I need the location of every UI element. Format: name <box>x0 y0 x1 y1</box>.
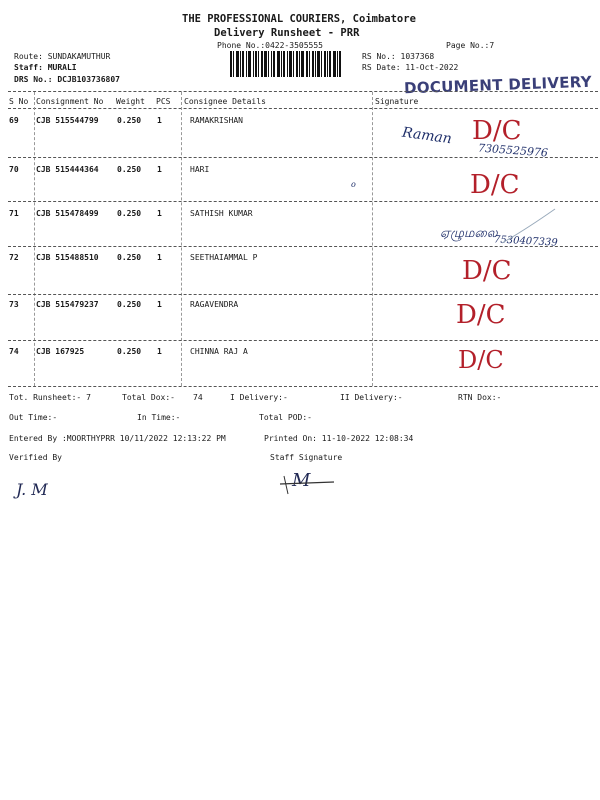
pen-stroke-icon <box>500 205 560 245</box>
rtn-dox-label: RTN Dox:- <box>458 393 502 402</box>
verified-by-label: Verified By <box>9 453 62 462</box>
row-consignment: CJB 515444364 <box>36 165 99 174</box>
row-weight: 0.250 <box>117 165 142 174</box>
company-title: THE PROFESSIONAL COURIERS, Coimbatore <box>182 13 416 25</box>
printed-on: Printed On: 11-10-2022 12:08:34 <box>264 434 414 443</box>
row-consignee: SATHISH KUMAR <box>190 209 253 218</box>
dc-mark-72: D/C <box>462 256 512 286</box>
in-time-label: In Time:- <box>137 413 181 422</box>
handwritten-phone-71: 7530407339 <box>493 234 558 249</box>
row-consignment: CJB 515479237 <box>36 300 99 309</box>
handwritten-phone-69: 7305525976 <box>477 141 549 160</box>
col-header-pcs: PCS <box>156 97 171 106</box>
row-pcs: 1 <box>157 300 162 309</box>
stray-ink-mark: o <box>351 180 356 189</box>
row-consignee: CHINNA RAJ A <box>190 347 248 356</box>
row-sno: 72 <box>9 253 19 262</box>
barcode-image <box>230 51 356 77</box>
entered-by: Entered By :MOORTHYPRR 10/11/2022 12:13:22 PM <box>9 434 226 443</box>
staff-signature: M <box>292 470 311 491</box>
row-rule <box>8 340 598 341</box>
phone-number: Phone No.:0422-3505555 <box>217 41 323 50</box>
row-rule <box>8 201 598 202</box>
column-divider <box>181 92 182 386</box>
row-consignment: CJB 515478499 <box>36 209 99 218</box>
row-consignee: RAMAKRISHAN <box>190 116 243 125</box>
dc-mark-74: D/C <box>458 346 504 374</box>
col-header-consignee: Consignee Details <box>184 97 266 106</box>
row-consignee: HARI <box>190 165 210 174</box>
runsheet-subtitle: Delivery Runsheet - PRR <box>214 27 360 39</box>
rs-number: RS No.: 1037368 <box>362 52 435 61</box>
row-rule <box>8 294 598 295</box>
total-dox-label: Total Dox:- <box>122 393 175 402</box>
i-delivery-label: I Delivery:- <box>230 393 288 402</box>
row-weight: 0.250 <box>117 253 142 262</box>
header-top-rule <box>8 91 598 92</box>
row-weight: 0.250 <box>117 116 142 125</box>
row-consignment: CJB 515488510 <box>36 253 99 262</box>
drs-number: DRS No.: DCJB103736807 <box>14 75 120 84</box>
dc-mark-73: D/C <box>456 300 506 330</box>
document-delivery-stamp: DOCUMENT DELIVERY <box>403 72 593 98</box>
row-pcs: 1 <box>157 165 162 174</box>
row-consignee: RAGAVENDRA <box>190 300 239 309</box>
handwritten-name-raman: Raman <box>401 124 453 148</box>
page-number: Page No.:7 <box>446 41 495 50</box>
row-pcs: 1 <box>157 116 162 125</box>
row-sno: 71 <box>9 209 19 218</box>
staff-label: Staff: MURALI <box>14 63 77 72</box>
col-header-weight: Weight <box>116 97 145 106</box>
col-header-sno: S No <box>9 97 29 106</box>
out-time-label: Out Time:- <box>9 413 58 422</box>
row-weight: 0.250 <box>117 209 142 218</box>
ii-delivery-label: II Delivery:- <box>340 393 403 402</box>
total-pod-label: Total POD:- <box>259 413 312 422</box>
row-sno: 69 <box>9 116 19 125</box>
handwritten-name-71: ஏழுமலை <box>440 226 498 241</box>
column-divider <box>372 92 373 386</box>
signature-stroke-icon <box>278 472 338 496</box>
dc-mark-69: D/C <box>472 116 522 146</box>
row-pcs: 1 <box>157 209 162 218</box>
tot-runsheet: Tot. Runsheet:- 7 <box>9 393 91 402</box>
row-sno: 73 <box>9 300 19 309</box>
header-bottom-rule <box>8 108 598 109</box>
dc-mark-70: D/C <box>470 170 520 200</box>
row-rule <box>8 157 598 158</box>
staff-signature-label: Staff Signature <box>270 453 343 462</box>
table-bottom-rule <box>8 386 598 387</box>
col-header-consignment: Consignment No <box>36 97 104 106</box>
row-consignment: CJB 515544799 <box>36 116 99 125</box>
row-weight: 0.250 <box>117 300 142 309</box>
rs-date: RS Date: 11-Oct-2022 <box>362 63 459 72</box>
row-pcs: 1 <box>157 347 162 356</box>
row-pcs: 1 <box>157 253 162 262</box>
column-divider <box>34 92 35 386</box>
verifier-signature: J. M <box>16 480 48 499</box>
total-dox-value: 74 <box>193 393 203 402</box>
col-header-signature: Signature <box>375 97 419 106</box>
row-sno: 74 <box>9 347 19 356</box>
row-consignment: CJB 167925 <box>36 347 85 356</box>
row-weight: 0.250 <box>117 347 142 356</box>
row-consignee: SEETHAIAMMAL P <box>190 253 258 262</box>
row-sno: 70 <box>9 165 19 174</box>
route-label: Route: SUNDAKAMUTHUR <box>14 52 111 61</box>
